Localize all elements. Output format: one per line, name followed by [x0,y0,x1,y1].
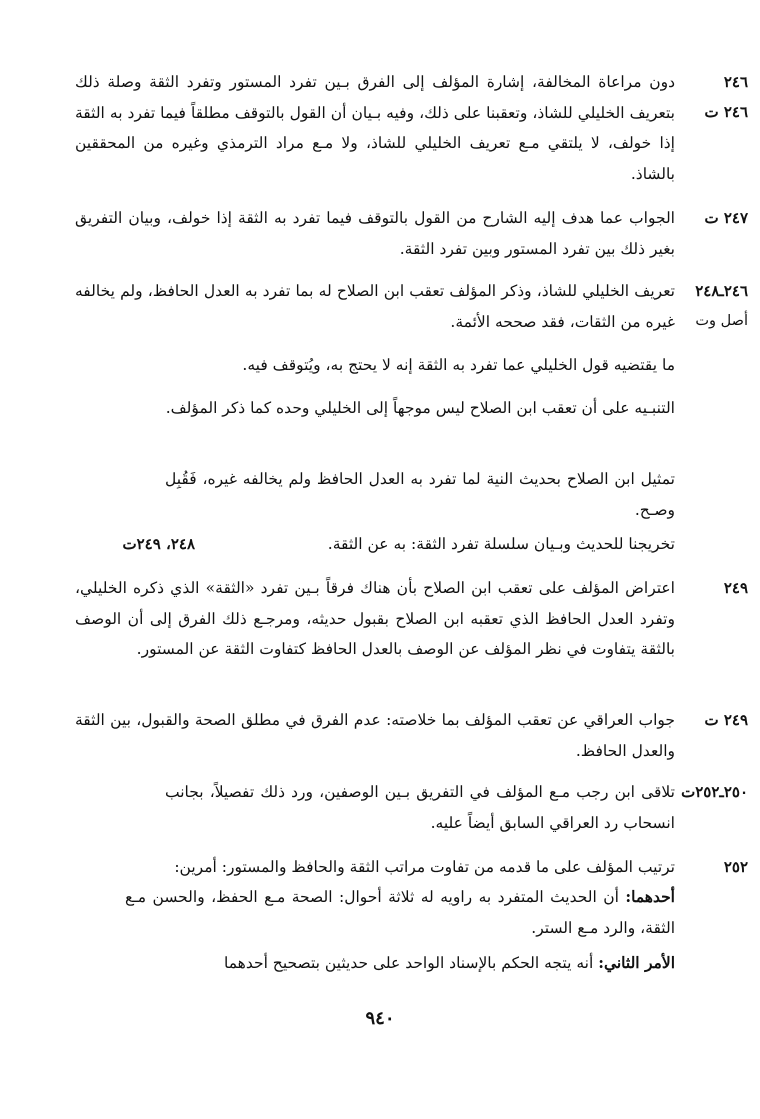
entry-text: دون مراعاة المخالفة، إشارة المؤلف إلى الفرق بـين تفرد المستور وتفرد الثقة وصلة ذلك بتعريف الخليلي للشاذ، وتعقبنا على ذلك، وفيه بـيان أن القول بالتوقف مطلقاً فيما تفرد به الثقة إذا خولف، لا يلتقي مـع تعريف الخليلي للشاذ، ولا مـع مراد الترمذي وغيره من المحققين بالشاذ. [75,73,675,183]
entry-text [125,882,675,943]
entry-body: أن الحديث المتفرد به راويه له ثلاثة أحوال: الصحة مـع الحفظ، والحسن مـع الثقة، والرد مـع الستر. [125,888,675,937]
entry-text: تعريف الخليلي للشاذ، وذكر المؤلف تعقب ابن الصلاح له بما تفرد به العدل الحافظ، ولم يخالفه غيره من الثقات، فقد صححه الأئمة. [75,282,675,331]
page-reference: ٢٤٦ ت [704,103,748,121]
page-reference: ٢٤٨، ٢٤٩ت [122,535,195,553]
entry-text: اعتراض المؤلف على تعقب ابن الصلاح بأن هناك فرقاً بـين تفرد «الثقة» الذي ذكره الخليلي، وتفرد العدل الحافظ الذي تعقبه ابن الصلاح بقبول حديثه، ومرجـع ذلك الفرق إلى أن الوصف بالثقة يتفاوت في نظر المؤلف عن الوصف بالعدل الحافظ كتفاوت الثقة عن المستور. [75,579,675,658]
page-reference-note: أصل وت [695,313,748,329]
entry-text: ما يقتضيه قول الخليلي عما تفرد به الثقة إنه لا يحتج به، ويُتوقف فيه. [242,356,675,374]
entry-text [75,948,675,979]
entry-text: التنبـيه على أن تعقب ابن الصلاح ليس موجهاً إلى الخليلي وحده كما ذكر المؤلف. [165,399,675,417]
entry-text: الجواب عما هدف إليه الشارح من القول بالتوقف فيما تفرد به الثقة إذا خولف، وبيان التفريق بغير ذلك بين تفرد المستور وبين تفرد الثقة. [75,209,675,258]
entry-text: ترتيب المؤلف على ما قدمه من تفاوت مراتب الثقة والحافظ والمستور: أمرين: [174,858,675,876]
entry-lead: الأمر الثاني: [598,953,675,972]
entry-text: تمثيل ابن الصلاح بحديث النية لما تفرد به العدل الحافظ ولم يخالفه غيره، فَقُبِل وصـح. [165,470,675,519]
page-number: ٩٤٠ [365,1008,395,1029]
entry-text: جواب العراقي عن تعقب المؤلف بما خلاصته: عدم الفرق في مطلق الصحة والقبول، بين الثقة والعدل الحافظ. [75,711,675,760]
entry-text: تلاقى ابن رجب مـع المؤلف في التفريق بـين الوصفين، ورد ذلك تفصيلاً، بجانب انسحاب رد العراقي السابق أيضاً عليه. [165,783,675,832]
page-reference: ٢٤٧ ت [704,209,748,227]
entry-body: أنه يتجه الحكم بالإسناد الواحد على حديثين بتصحيح أحدهما [224,954,594,972]
entry-text: تخريجنا للحديث وبـيان سلسلة تفرد الثقة: به عن الثقة. [327,535,675,553]
page-reference: ٢٥٢ [723,858,748,876]
page-reference: ٢٤٦ـ٢٤٨ [695,282,748,300]
page-reference: ٢٤٦ [723,73,748,91]
page-reference: ٢٤٩ [723,579,748,597]
page-reference: ٢٤٩ ت [704,711,748,729]
page-reference: ٢٥٠ـ٢٥٢ت [681,783,748,801]
entry-lead: أحدهما: [625,887,675,906]
